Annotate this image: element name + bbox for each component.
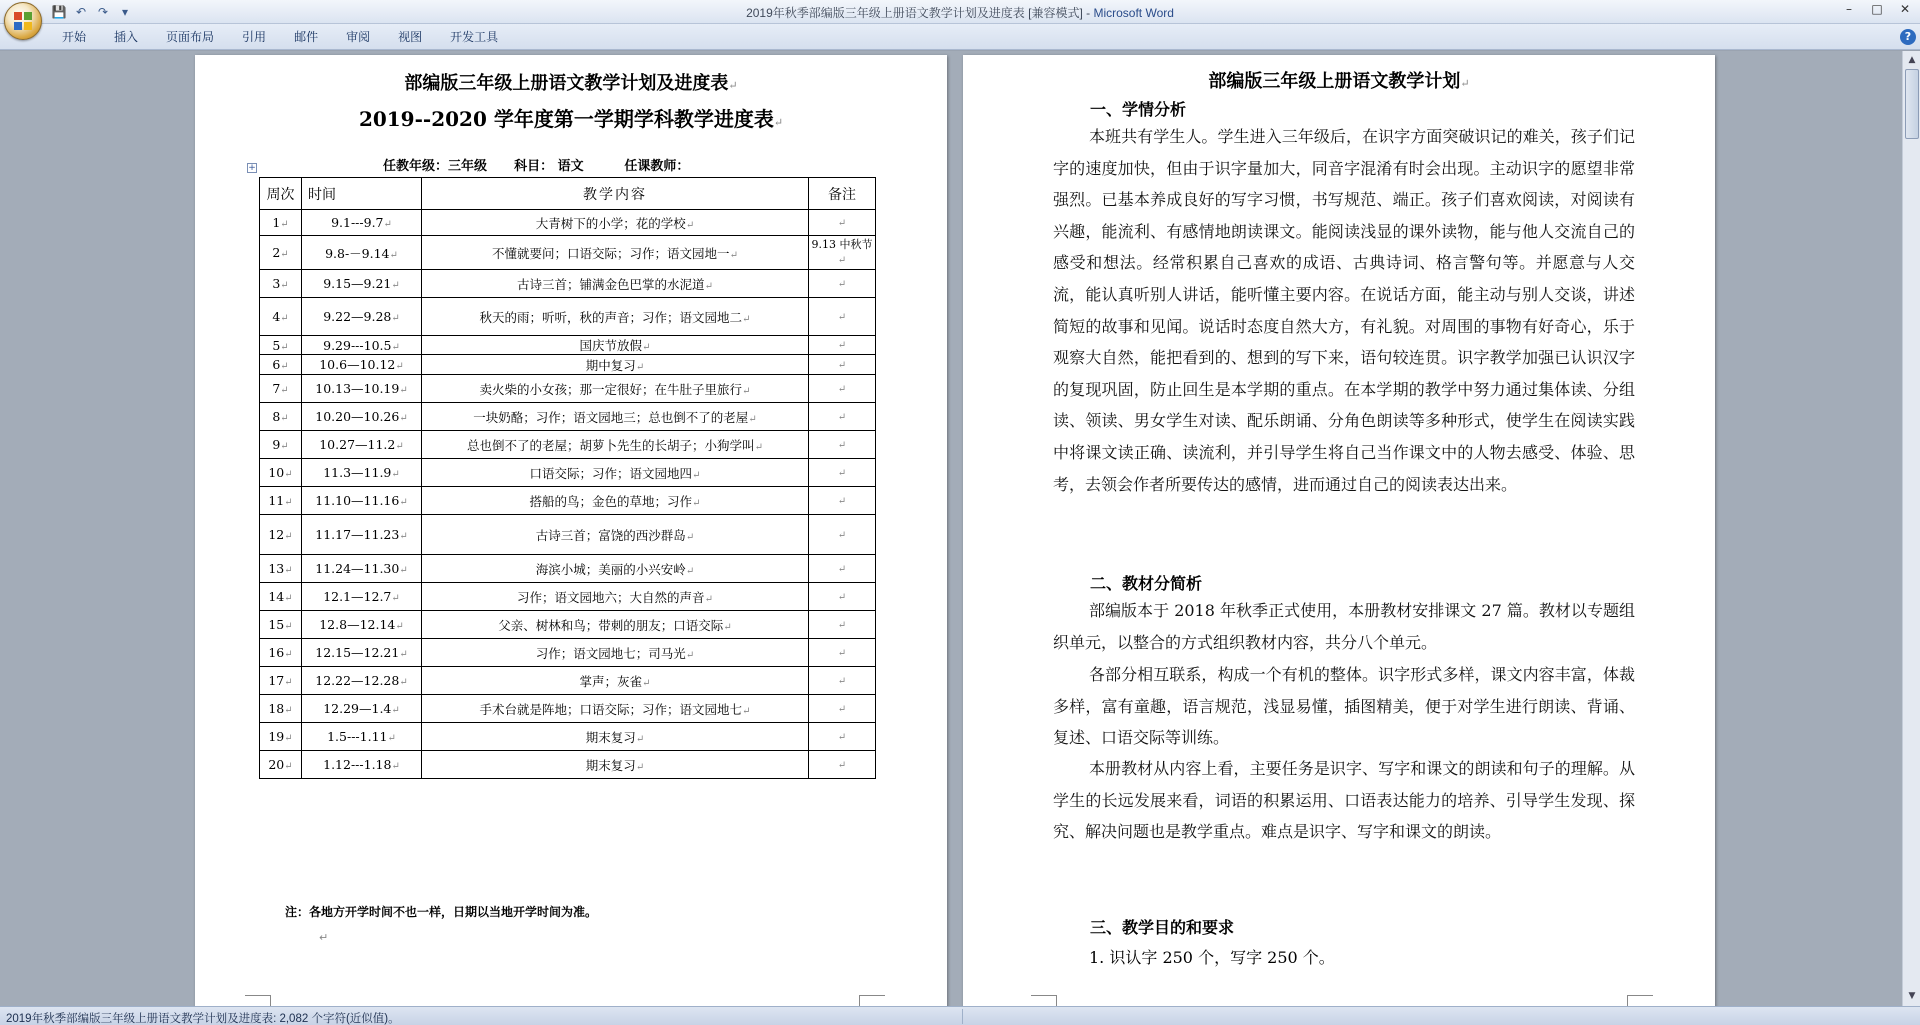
table-row[interactable] [260,336,876,355]
paragraph-mark: ↵ [837,495,847,507]
week-cell[interactable] [260,210,302,236]
page-right[interactable] [963,55,1715,1006]
time-cell-text: 12.1—12.7 [323,589,392,604]
week-cell[interactable] [260,751,302,779]
tab-page-layout[interactable]: 页面布局 [166,30,215,44]
paragraph-mark: ↵ [284,649,293,660]
office-button[interactable] [4,2,42,40]
paragraph-mark: ↵ [837,703,847,715]
time-cell-text: 11.3—11.9 [323,465,392,480]
note-cell-text: 9.13 中秋节 [811,238,873,251]
week-cell[interactable] [260,695,302,723]
paragraph-mark: ↵ [837,731,847,743]
week-cell-text: 17 [268,673,285,688]
paragraph-mark: ↵ [837,278,847,290]
note-cell[interactable] [809,336,876,355]
week-cell-text: 4 [272,309,281,324]
table-row[interactable] [260,555,876,583]
header-note: 备注 [809,178,876,210]
title-bar [0,0,1920,24]
paragraph-mark: ↵ [280,361,289,372]
paragraph-mark: ↵ [387,733,396,744]
schedule-title: 部编版三年级上册语文教学计划及进度表↵ [404,73,738,94]
paragraph-mark: ↵ [280,280,289,291]
content-cell-text: 期末复习 [585,729,636,745]
paragraph-mark: ↵ [837,591,847,603]
content-cell-text: 卖火柴的小女孩；那一定很好；在牛肚子里旅行 [479,381,743,397]
note-cell[interactable] [809,236,876,270]
time-cell[interactable] [302,355,422,375]
week-cell-text: 12 [268,527,285,542]
content-cell[interactable] [422,236,809,270]
content-cell[interactable] [422,695,809,723]
tab-references[interactable]: 引用 [242,30,267,44]
table-row[interactable] [260,723,876,751]
time-cell-text: 11.10—11.16 [315,493,400,508]
content-cell-text: 总也倒不了的老屋；胡萝卜先生的长胡子；小狗学叫 [467,437,755,453]
paragraph-mark: ↵ [837,759,847,771]
paragraph-mark: ↵ [692,469,701,481]
paragraph-mark: ↵ [642,677,651,689]
week-cell[interactable] [260,431,302,459]
scrollbar-thumb[interactable] [1905,69,1919,139]
content-cell[interactable] [422,298,809,336]
week-cell[interactable] [260,667,302,695]
content-cell-text: 手术台就是阵地；口语交际；习作；语文园地七 [479,701,743,717]
paragraph-mark: ↵ [837,675,847,687]
paragraph-mark: ↵ [280,313,289,324]
table-row[interactable] [260,375,876,403]
note-cell[interactable] [809,515,876,555]
content-cell[interactable] [422,667,809,695]
paragraph-mark: ↵ [399,385,408,396]
paragraph-mark: ↵ [391,313,400,324]
time-cell-text: 12.15—12.21 [315,645,400,660]
paragraph-mark: ↵ [284,621,293,632]
paragraph-mark: ↵ [685,219,695,231]
content-cell-text: 秋天的雨；听听，秋的声音；习作；语文园地二 [479,309,743,325]
paragraph-mark: ↵ [742,385,751,397]
paragraph-mark: ↵ [280,385,289,396]
content-cell[interactable] [422,355,809,375]
header-time: 时间 [302,178,422,210]
content-cell[interactable] [422,375,809,403]
time-cell-text: 9.29---10.5 [323,337,392,353]
header-week: 周次 [260,178,302,210]
paragraph-mark: ↵ [284,761,293,772]
paragraph-mark: ↵ [399,413,408,424]
content-cell-text: 习作；语文园地六；大自然的声音 [517,589,705,605]
paragraph-mark: ↵ [280,413,289,424]
note-cell[interactable] [809,403,876,431]
time-cell[interactable] [302,431,422,459]
crop-mark [245,995,271,1006]
scroll-down-icon[interactable]: ▼ [1908,991,1916,1001]
note-cell[interactable] [809,298,876,336]
content-cell[interactable] [422,751,809,779]
paragraph-mark: ↵ [748,413,757,425]
table-row[interactable] [260,667,876,695]
paragraph-mark: ↵ [685,649,695,661]
office-logo-icon [14,12,34,32]
tab-developer[interactable]: 开发工具 [450,30,499,44]
content-cell[interactable] [422,210,809,236]
paragraph-mark: ↵ [642,342,651,353]
note-cell[interactable] [809,431,876,459]
ribbon-tabs [0,24,1920,50]
paragraph-mark: ↵ [391,280,400,291]
paragraph-mark: ↵ [837,217,847,229]
paragraph-mark: ↵ [391,761,400,772]
table-row[interactable] [260,236,876,270]
note-cell[interactable] [809,459,876,487]
table-footnote: 注：各地方开学时间不也一样，日期以当地开学时间为准。 [285,905,598,919]
paragraph-mark: ↵ [635,361,645,373]
week-cell[interactable] [260,487,302,515]
schedule-table[interactable] [259,177,876,779]
week-cell-text: 6 [272,357,281,372]
content-cell[interactable] [422,583,809,611]
paragraph-mark: ↵ [395,361,404,372]
content-cell[interactable] [422,611,809,639]
paragraph-mark: ↵ [837,340,847,351]
week-cell-text: 18 [268,701,285,716]
paragraph-mark: ↵ [837,255,847,266]
paragraph-mark: ↵ [391,341,400,353]
note-cell[interactable] [809,611,876,639]
paragraph-mark: ↵ [395,441,404,452]
time-cell-text: 1.12---1.18 [323,757,392,772]
week-cell-text: 16 [268,645,285,660]
paragraph-mark: ↵ [284,705,293,716]
content-cell-text: 古诗三首；铺满金色巴掌的水泥道 [517,276,705,292]
time-cell[interactable] [302,555,422,583]
paragraph-mark: ↵ [635,733,645,745]
content-cell-text: 国庆节放假 [579,338,643,353]
note-cell[interactable] [809,555,876,583]
window-title [0,4,1920,21]
week-cell-text: 13 [268,561,285,576]
paragraph-mark: ↵ [319,931,329,944]
paragraph-mark: ↵ [399,531,408,542]
table-row[interactable] [260,403,876,431]
app-name: Microsoft Word [1093,6,1174,20]
table-row[interactable] [260,355,876,375]
time-cell[interactable] [302,639,422,667]
week-cell[interactable] [260,723,302,751]
paragraph-mark: ↵ [837,647,847,659]
content-cell[interactable] [422,270,809,298]
table-row[interactable] [260,583,876,611]
paragraph-mark: ↵ [685,565,695,577]
content-cell[interactable] [422,723,809,751]
paragraph-mark: ↵ [837,529,847,541]
note-cell[interactable] [809,487,876,515]
week-cell[interactable] [260,403,302,431]
paragraph-mark: ↵ [280,441,289,452]
paragraph-mark: ↵ [723,621,732,633]
time-cell-text: 11.24—11.30 [315,561,400,576]
paragraph-mark: ↵ [284,677,293,688]
content-cell-text: 海滨小城；美丽的小兴安岭 [535,561,686,577]
week-cell[interactable] [260,555,302,583]
paragraph-mark: ↵ [685,531,695,543]
content-cell-text: 父亲、树林和鸟；带刺的朋友；口语交际 [498,617,724,633]
plan-title: 部编版三年级上册语文教学计划↵ [1208,71,1470,92]
time-cell-text: 10.13—10.19 [315,381,400,396]
paragraph-mark: ↵ [837,359,847,371]
table-row[interactable] [260,210,876,236]
teaching-meta: 任教年级：三年级 科目： 语文 任课教师： [383,159,690,174]
paragraph-3: 各部分相互联系，构成一个有机的整体。识字形式多样，课文内容丰富，体裁多样，富有童趣，语言规范，浅显易懂，插图精美，便于对学生进行朗读、背诵、复述、口语交际等训练。 [1053,665,1635,748]
paragraph-mark: ↵ [280,341,289,353]
paragraph-mark: ↵ [837,563,847,575]
content-cell-text: 不懂就要问；口语交际；习作；语文园地一 [492,245,730,261]
table-row[interactable] [260,515,876,555]
note-cell[interactable] [809,723,876,751]
content-cell-text: 期末复习 [585,757,636,773]
content-cell-text: 搭船的鸟；金色的草地；习作 [529,493,693,509]
paragraph-mark: ↵ [395,621,404,632]
paragraph-mark: ↵ [284,531,293,542]
content-cell-text: 掌声；灰雀 [579,673,643,689]
table-row[interactable] [260,298,876,336]
time-cell-text: 12.22—12.28 [315,673,400,688]
content-cell[interactable] [422,639,809,667]
paragraph-mark: ↵ [399,677,408,688]
time-cell[interactable] [302,723,422,751]
week-cell-text: 8 [272,409,281,424]
time-cell[interactable] [302,403,422,431]
paragraph-mark: ↵ [837,467,847,479]
section-heading-1: 一、学情分析 [1090,100,1187,119]
content-cell-text: 古诗三首；富饶的西沙群岛 [535,527,686,543]
section-heading-2: 二、教材分简析 [1090,574,1203,593]
time-cell[interactable] [302,210,422,236]
save-icon[interactable]: 💾 [51,5,67,19]
paragraph-mark: ↵ [389,249,398,261]
time-cell[interactable] [302,236,422,270]
list-item-1: 1. 识认字 250 个，写字 250 个。 [1089,948,1335,967]
status-bar [0,1006,1920,1025]
table-move-handle-icon[interactable]: + [248,163,256,173]
table-row[interactable] [260,270,876,298]
table-row[interactable] [260,639,876,667]
time-cell[interactable] [302,487,422,515]
time-cell[interactable] [302,336,422,355]
tab-mailings[interactable]: 邮件 [294,30,319,44]
time-cell[interactable] [302,375,422,403]
schedule-subtitle: 2019--2020 学年度第一学期学科教学进度表↵ [358,107,784,131]
content-cell[interactable] [422,459,809,487]
week-cell[interactable] [260,270,302,298]
week-cell-text: 14 [268,589,285,604]
paragraph-mark: ↵ [280,219,289,230]
time-cell-text: 9.8-－9.14 [325,245,390,261]
vertical-scrollbar[interactable] [1902,51,1920,1006]
scroll-up-icon[interactable]: ▲ [1908,55,1916,65]
crop-mark [1627,995,1653,1006]
paragraph-4: 本册教材从内容上看，主要任务是识字、写字和课文的朗读和句子的理解。从学生的长远发展来看，词语的积累运用、口语表达能力的培养、引导学生发现、探究、解决问题也是教学重点。难点是识字、写字和课文的朗读。 [1053,759,1635,842]
time-cell-text: 9.1---9.7 [331,215,384,230]
paragraph-mark: ↵ [837,383,847,395]
table-row[interactable] [260,611,876,639]
paragraph-mark: ↵ [399,497,408,508]
time-cell-text: 12.8—12.14 [319,617,396,632]
window-controls [1838,0,1916,18]
note-cell[interactable] [809,270,876,298]
paragraph-mark: ↵ [284,469,293,480]
customize-qat-icon[interactable]: ▾ [121,5,129,19]
week-cell[interactable] [260,583,302,611]
time-cell[interactable] [302,583,422,611]
paragraph-mark: ↵ [399,649,408,660]
week-cell[interactable] [260,639,302,667]
paragraph-mark: ↵ [383,219,392,230]
paragraph-mark: ↵ [692,497,701,509]
content-cell[interactable] [422,515,809,555]
content-cell-text: 习作；语文园地七；司马光 [535,645,686,661]
time-cell[interactable] [302,611,422,639]
week-cell[interactable] [260,515,302,555]
paragraph-mark: ↵ [704,593,713,605]
paragraph-mark: ↵ [284,593,293,604]
content-cell-text: 大青树下的小学；花的学校 [535,215,686,231]
week-cell-text: 7 [272,381,281,396]
tab-insert[interactable]: 插入 [114,30,139,44]
note-cell[interactable] [809,695,876,723]
help-icon[interactable]: ? [1900,29,1916,45]
note-cell[interactable] [809,355,876,375]
status-divider [962,1009,963,1024]
time-cell[interactable] [302,695,422,723]
paragraph-mark: ↵ [837,311,847,323]
paragraph-mark: ↵ [391,593,400,604]
content-cell[interactable] [422,555,809,583]
time-cell-text: 9.15—9.21 [323,276,392,291]
paragraph-mark: ↵ [742,705,751,717]
week-cell[interactable] [260,611,302,639]
time-cell-text: 9.22—9.28 [323,309,392,324]
paragraph-mark: ↵ [742,313,751,325]
paragraph-mark: ↵ [837,411,847,423]
time-cell[interactable] [302,298,422,336]
week-cell[interactable] [260,236,302,270]
document-workspace [0,51,1902,1006]
time-cell-text: 11.17—11.23 [315,527,400,542]
note-cell[interactable] [809,751,876,779]
table-row[interactable] [260,695,876,723]
header-content: 教学内容 [422,178,809,210]
note-cell[interactable] [809,210,876,236]
time-cell[interactable] [302,667,422,695]
content-cell[interactable] [422,431,809,459]
week-cell-text: 11 [268,493,285,508]
paragraph-mark: ↵ [284,733,293,744]
content-cell-text: 口语交际；习作；语文园地四 [529,465,693,481]
week-cell-text: 19 [268,729,285,744]
week-cell[interactable] [260,375,302,403]
page-left[interactable] [195,55,947,1006]
content-cell-text: 一块奶酪；习作；语文园地三；总也倒不了的老屋 [473,409,749,425]
status-text: 2019年秋季部编版三年级上册语文教学计划及进度表: 2,082 个字符(近似值)。 [6,1013,400,1025]
paragraph-mark: ↵ [391,705,400,716]
paragraph-mark: ↵ [729,249,738,261]
week-cell-text: 20 [268,757,285,772]
content-cell[interactable] [422,487,809,515]
crop-mark [859,995,885,1006]
maximize-button[interactable]: □ [1871,2,1883,16]
document-title: 2019年秋季部编版三年级上册语文教学计划及进度表 [兼容模式] - [746,6,1094,20]
time-cell[interactable] [302,751,422,779]
table-row[interactable] [260,459,876,487]
crop-mark [1031,995,1057,1006]
note-cell[interactable] [809,583,876,611]
table-row[interactable] [260,487,876,515]
week-cell[interactable] [260,355,302,375]
week-cell[interactable] [260,298,302,336]
tab-view[interactable]: 视图 [398,30,423,44]
paragraph-mark: ↵ [284,565,293,576]
time-cell-text: 10.20—10.26 [315,409,400,424]
week-cell-text: 1 [272,215,281,230]
week-cell-text: 9 [272,437,281,452]
week-cell-text: 3 [272,276,281,291]
paragraph-mark: ↵ [391,469,400,480]
paragraph-mark: ↵ [280,249,289,260]
tab-review[interactable]: 审阅 [346,30,371,44]
note-cell[interactable] [809,667,876,695]
time-cell-text: 1.5---1.11 [327,729,388,744]
week-cell-text: 15 [268,617,285,632]
content-cell-text: 期中复习 [585,357,636,373]
paragraph-mark: ↵ [837,439,847,451]
note-cell[interactable] [809,639,876,667]
undo-icon[interactable]: ↶ [75,5,87,19]
time-cell-text: 10.6—10.12 [319,357,396,372]
time-cell[interactable] [302,459,422,487]
paragraph-mark: ↵ [284,497,293,508]
note-cell[interactable] [809,375,876,403]
paragraph-1: 本班共有学生人。学生进入三年级后，在识字方面突破识记的难关，孩子们记字的速度加快，但由于识字量加大，同音字混淆有时会出现。主动识字的愿望非常强烈。已基本养成良好的写字习惯，书写规范、端正。孩子们喜欢阅读，对阅读有兴趣，能流利、有感情地朗读课文。能阅读浅显的课外读物，能与他人交流自己的感受和想法。经常积累自己喜欢的成语、古典诗词、格言警句等。并愿意与人交流，能认真听别人讲话，能听懂主要内容。在说话方面，能主动与别人交谈，讲述简短的故事和见闻。说话时态度自然大方，有礼貌。对周围的事物有好奇心，乐于观察大自然，能把看到的、想到的写下来，语句较连贯。识字教学加强已认识汉字的复现巩固，防止回生是本学期的重点。在本学期的教学中努力通过集体读、分组读、领读、男女学生对读、配乐朗诵、分角色朗读等多种形式，使学生在阅读实践中将课文读正确、读流利，并引导学生将自己当作课文中的人物去感受、体验、思考，去领会作者所要传达的感情，进而通过自己的阅读表达出来。 [1053,127,1635,494]
paragraph-2: 部编版本于 2018 年秋季正式使用，本册教材安排课文 27 篇。教材以专题组织单元，以整合的方式组织教材内容，共分八个单元。 [1053,601,1635,652]
section-heading-3: 三、教学目的和要求 [1090,918,1235,937]
content-cell[interactable] [422,336,809,355]
time-cell-text: 12.29—1.4 [323,701,392,716]
paragraph-mark: ↵ [837,619,847,631]
minimize-button[interactable]: – [1846,2,1852,16]
paragraph-mark: ↵ [754,441,763,453]
content-cell[interactable] [422,403,809,431]
time-cell[interactable] [302,270,422,298]
time-cell-text: 10.27—11.2 [319,437,396,452]
redo-icon[interactable]: ↷ [97,5,109,19]
week-cell-text: 2 [272,245,281,260]
close-button[interactable]: ✕ [1899,2,1911,16]
week-cell-text: 5 [272,337,281,353]
week-cell-text: 10 [268,465,285,480]
week-cell[interactable] [260,459,302,487]
tab-home[interactable]: 开始 [62,30,87,44]
time-cell[interactable] [302,515,422,555]
week-cell[interactable] [260,336,302,355]
paragraph-mark: ↵ [399,565,408,576]
table-row[interactable] [260,751,876,779]
table-row[interactable] [260,431,876,459]
paragraph-mark: ↵ [635,761,645,773]
paragraph-mark: ↵ [704,280,713,292]
